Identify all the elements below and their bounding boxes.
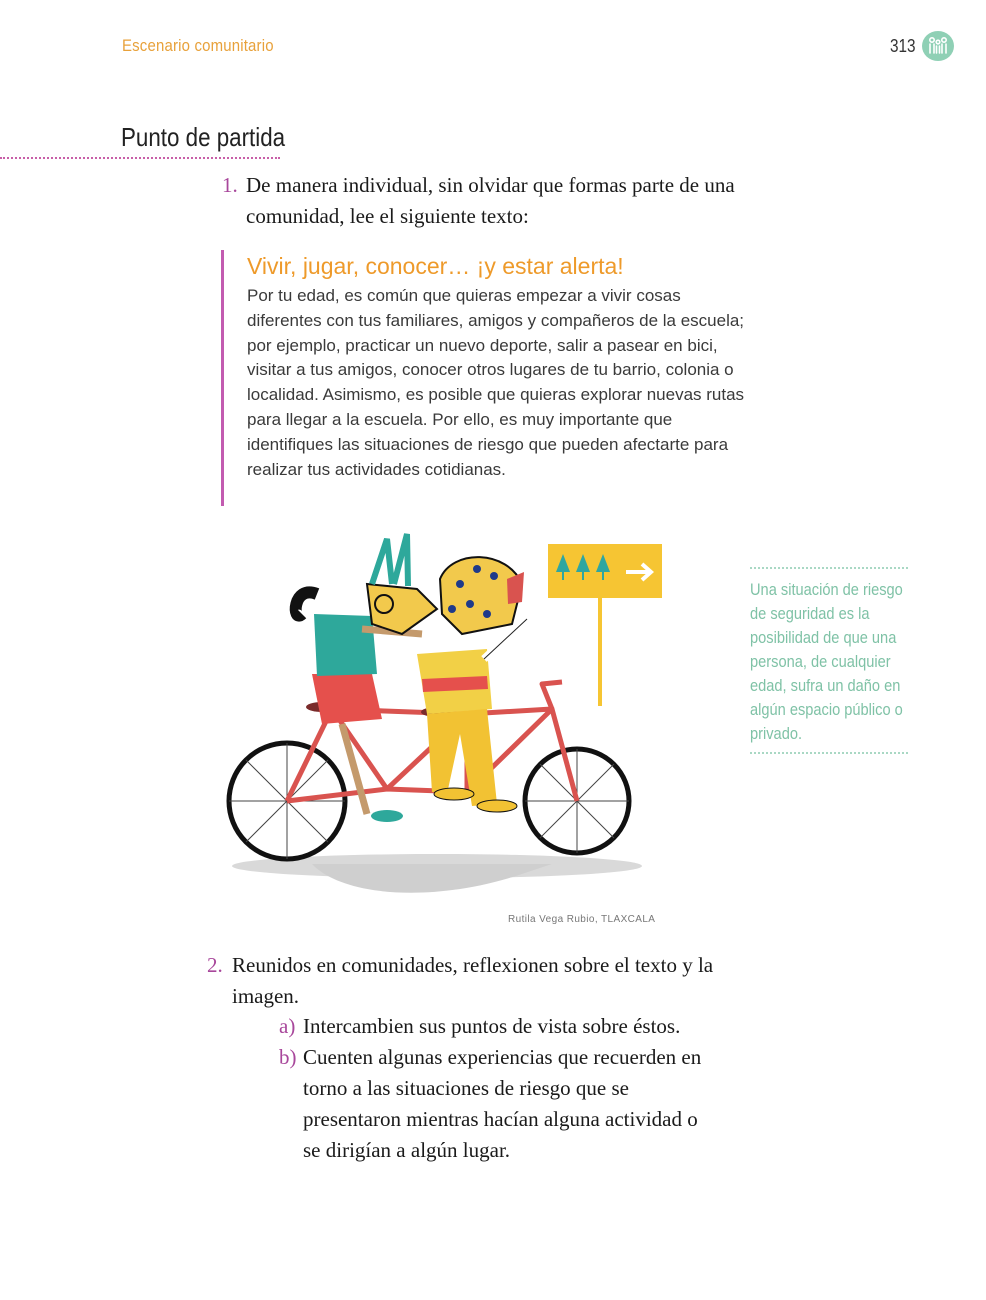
rider-girl xyxy=(296,534,437,822)
item-number: 1. xyxy=(222,173,238,197)
subitem-label: b) xyxy=(279,1045,297,1069)
item-number: 2. xyxy=(207,953,223,977)
subitem-label: a) xyxy=(279,1014,296,1038)
section-divider xyxy=(0,157,280,159)
activity-item-2 xyxy=(207,950,727,1012)
activity-item-1 xyxy=(222,170,782,232)
page-number: 313 xyxy=(890,36,916,56)
subitem-a xyxy=(279,1011,719,1042)
subitem-b xyxy=(279,1042,709,1166)
definition-sidenote xyxy=(750,567,908,754)
rider-jaguar xyxy=(417,557,527,812)
subitem-text: Intercambien sus puntos de vista sobre éstos. xyxy=(303,1014,681,1038)
quote-title: Vivir, jugar, conocer… ¡y estar alerta! xyxy=(247,253,624,279)
item-text: De manera individual, sin olvidar que formas parte de una comunidad, lee el siguiente texto: xyxy=(246,173,735,228)
section-title: Punto de partida xyxy=(121,122,286,152)
tandem-bike-illustration xyxy=(222,524,672,914)
community-icon xyxy=(922,31,954,61)
subitem-text: Cuenten algunas experiencias que recuerden en torno a las situaciones de riesgo que se presentaron mientras hacían alguna actividad o se dirigían a algún lugar. xyxy=(303,1045,702,1162)
sign-post xyxy=(598,594,602,706)
illustration-credit: Rutila Vega Rubio, TLAXCALA xyxy=(508,914,656,925)
sidenote-text: Una situación de riesgo de seguridad es la posibilidad de que una persona, de cualquier edad, sufra un daño en algún espacio público o privado. xyxy=(750,580,903,743)
section-label: Escenario comunitario xyxy=(122,36,274,55)
quote-body: Por tu edad, es común que quieras empezar a vivir cosas diferentes con tus familiares, amigos y compañeros de la escuela; por ejemplo, practicar un nuevo deporte, salir a pasear en bici, visitar a tus amigos, conocer otros lugares de tu barrio, colonia o localidad. Asimismo, es posible que quieras explorar nuevas rutas para llegar a la escuela. Por ello, es muy importante que identifiques las situaciones de riesgo que pueden afectarte para realizar tus actividades cotidianas. xyxy=(247,286,745,479)
quote-accent-bar xyxy=(221,250,224,506)
item-text: Reunidos en comunidades, reflexionen sobre el texto y la imagen. xyxy=(232,953,714,1008)
